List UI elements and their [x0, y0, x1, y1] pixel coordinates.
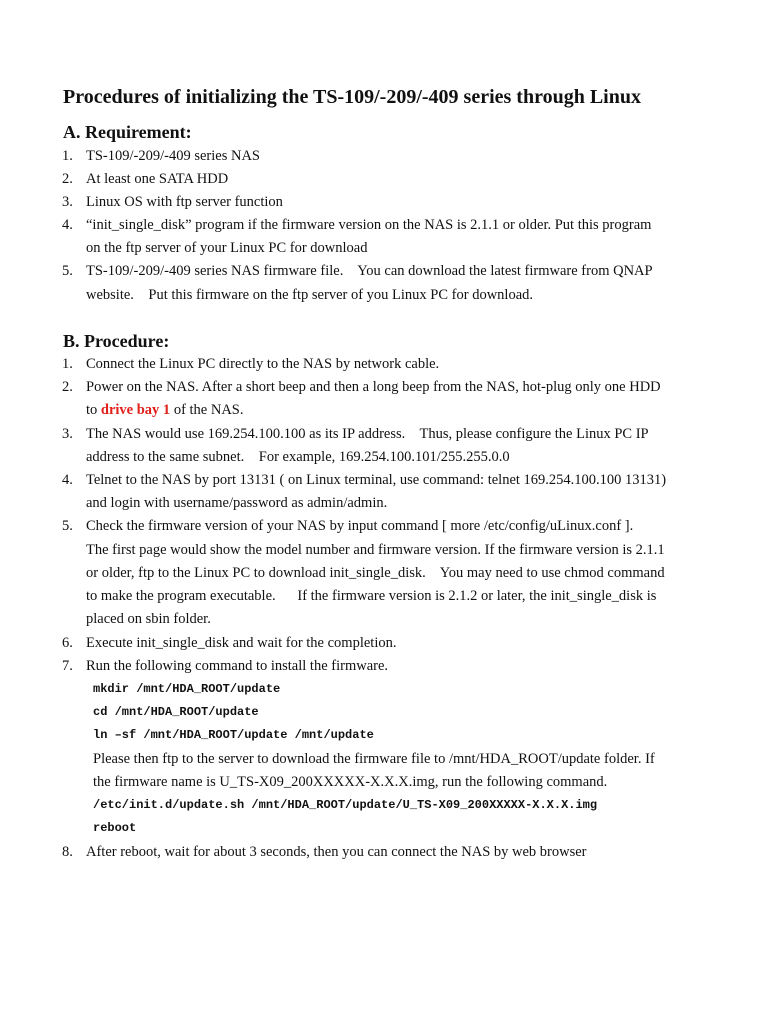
proc-item-text: Please then ftp to the server to download the firmware file to /mnt/HDA_ROOT/update folder. If: [93, 751, 655, 767]
proc-item-text: The first page would show the model number and firmware version. If the firmware version is 2.1.1: [86, 542, 665, 558]
proc-item-number: 8.: [62, 844, 73, 860]
proc-item-number: 2.: [62, 379, 73, 395]
proc-item-number: 1.: [62, 356, 73, 372]
req-item-number: 5.: [62, 263, 73, 279]
proc-item-text: Connect the Linux PC directly to the NAS by network cable.: [86, 356, 440, 372]
proc-item-number: 5.: [62, 518, 73, 534]
proc-item-number: 3.: [62, 426, 73, 442]
proc-item-text: Check the firmware version of your NAS by input command [ more /etc/config/uLinux.conf ].: [86, 518, 634, 534]
section-a-heading: A. Requirement:: [63, 122, 192, 142]
proc-item-text: the firmware name is U_TS-X09_200XXXXX-X.X.X.img, run the following command.: [93, 774, 608, 790]
drive-bay-suffix: of the NAS.: [170, 402, 244, 418]
proc-item-number: 6.: [62, 635, 73, 651]
req-item-text: TS-109/-209/-409 series NAS: [86, 148, 260, 164]
proc-item-number: 4.: [62, 472, 73, 488]
req-item-number: 2.: [62, 171, 73, 187]
section-b-heading: B. Procedure:: [63, 331, 170, 351]
proc-item-text: address to the same subnet. For example, 169.254.100.101/255.255.0.0: [86, 449, 510, 465]
command-line: ln –sf /mnt/HDA_ROOT/update /mnt/update: [93, 728, 374, 742]
req-item-text: TS-109/-209/-409 series NAS firmware file. You can download the latest firmware from QNAP: [86, 263, 653, 279]
proc-item-text: placed on sbin folder.: [86, 611, 211, 627]
proc-item-text: Telnet to the NAS by port 13131 ( on Linux terminal, use command: telnet 169.254.100.100 13131): [86, 472, 667, 488]
proc-item-text: The NAS would use 169.254.100.100 as its IP address. Thus, please configure the Linux PC IP: [86, 426, 649, 442]
proc-item-text: to make the program executable. If the firmware version is 2.1.2 or later, the init_single_disk is: [86, 588, 657, 604]
command-line: /etc/init.d/update.sh /mnt/HDA_ROOT/update/U_TS-X09_200XXXXX-X.X.X.img: [93, 798, 598, 812]
drive-bay-highlight: drive bay 1: [100, 402, 171, 418]
proc-item-text: Power on the NAS. After a short beep and then a long beep from the NAS, hot-plug only one HDD: [86, 379, 661, 395]
proc-item-text: Run the following command to install the firmware.: [86, 658, 389, 674]
req-item-number: 1.: [62, 148, 73, 164]
req-item-text: website. Put this firmware on the ftp server of you Linux PC for download.: [86, 287, 534, 303]
drive-bay-prefix: to: [86, 402, 101, 418]
req-item-number: 4.: [62, 217, 73, 233]
command-line: mkdir /mnt/HDA_ROOT/update: [93, 682, 281, 696]
req-item-text: Linux OS with ftp server function: [86, 194, 283, 210]
req-item-text: “init_single_disk” program if the firmware version on the NAS is 2.1.1 or older. Put this program: [86, 217, 652, 233]
command-line: cd /mnt/HDA_ROOT/update: [93, 705, 259, 719]
req-item-text: on the ftp server of your Linux PC for download: [86, 240, 368, 256]
proc-item-text: and login with username/password as admin/admin.: [86, 495, 388, 511]
proc-item-text: or older, ftp to the Linux PC to download init_single_disk. You may need to use chmod command: [86, 565, 665, 581]
proc-item-text: [86, 401, 244, 419]
proc-item-text: Execute init_single_disk and wait for the completion.: [86, 635, 397, 651]
req-item-text: At least one SATA HDD: [86, 171, 229, 187]
document-title: Procedures of initializing the TS-109/-209/-409 series through Linux: [63, 86, 641, 108]
req-item-number: 3.: [62, 194, 73, 210]
proc-item-number: 7.: [62, 658, 73, 674]
command-line: reboot: [93, 821, 137, 835]
proc-item-text: After reboot, wait for about 3 seconds, then you can connect the NAS by web browser: [86, 844, 587, 860]
